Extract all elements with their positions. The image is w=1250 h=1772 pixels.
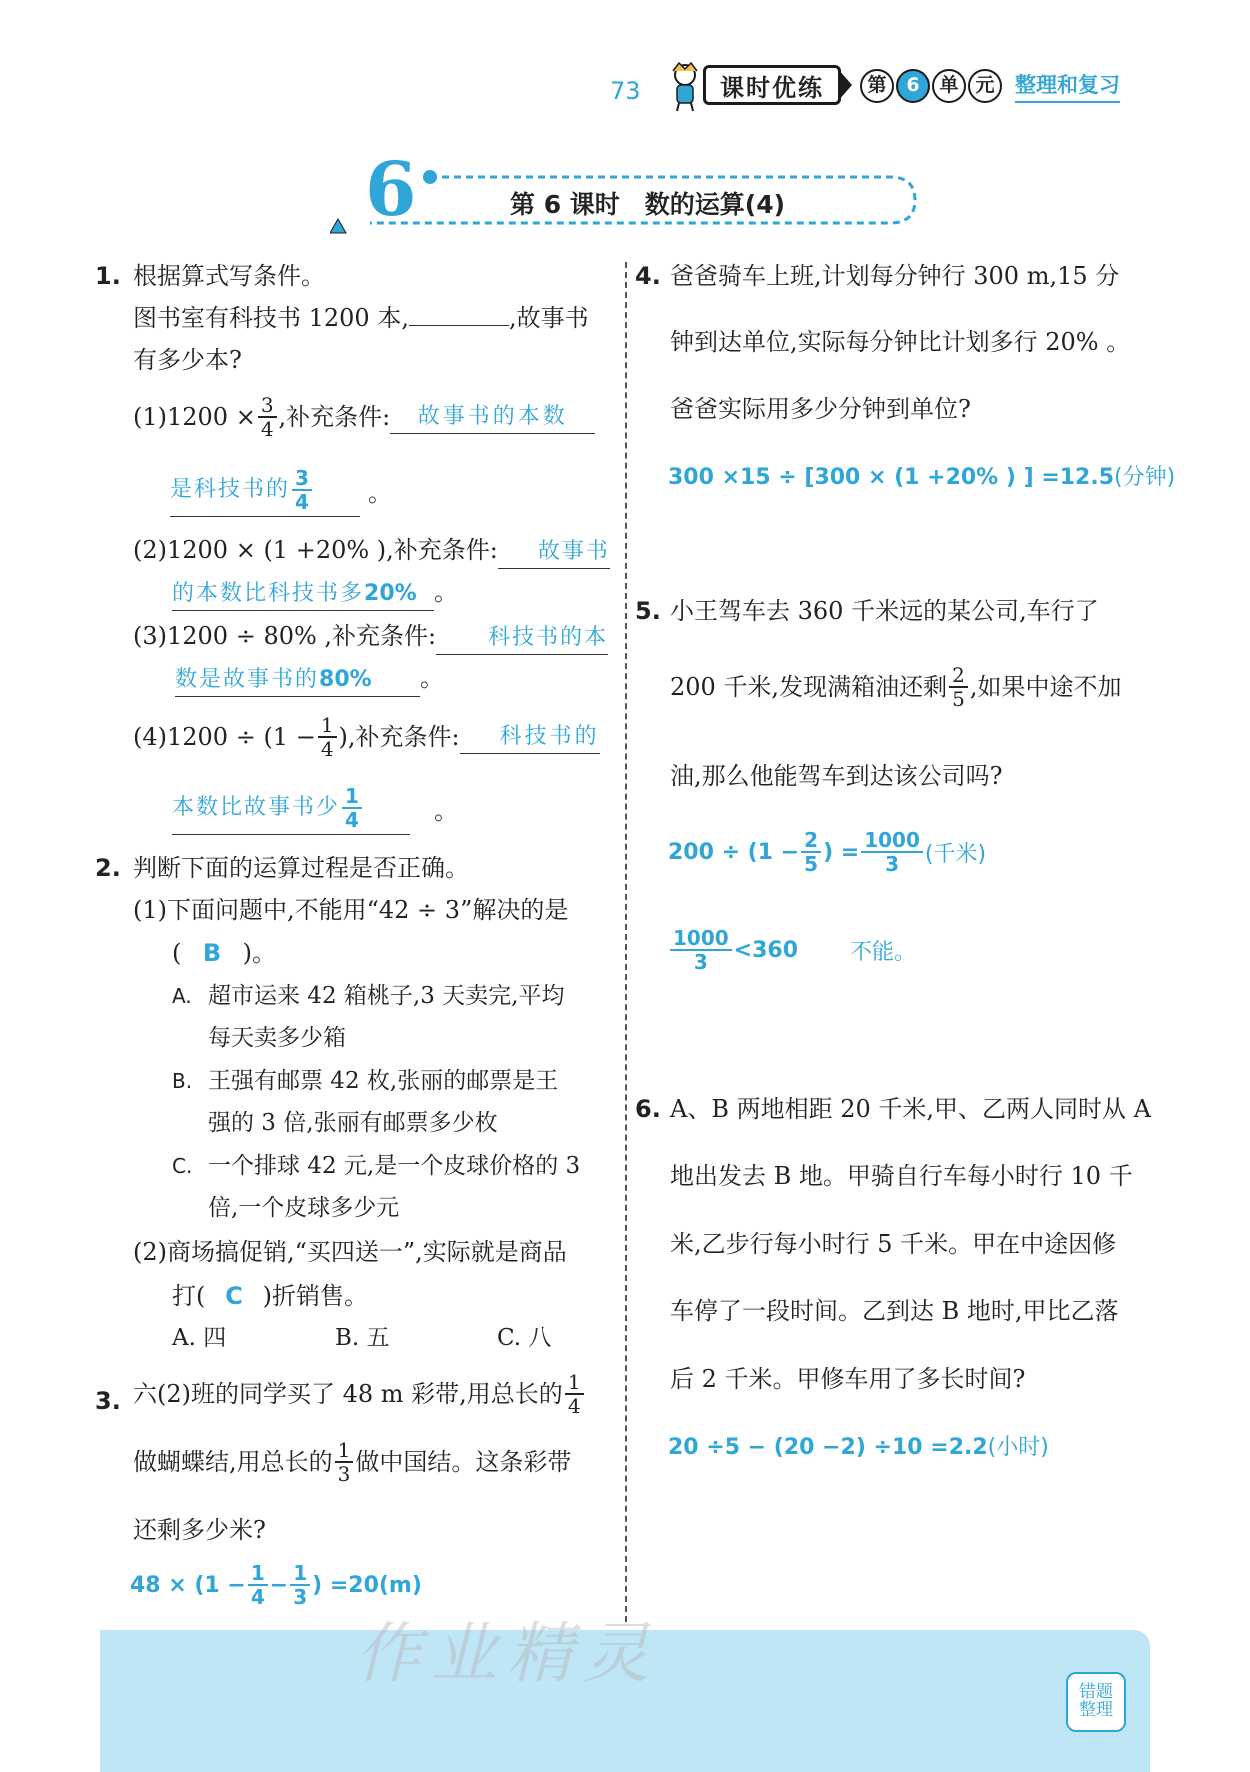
fraction: $\frac{2}{5}$ <box>949 665 968 709</box>
q5-answer2: $\frac{1000}{3}$ <360 不能。 <box>668 928 916 972</box>
q1-line2: 有多少本? <box>133 346 242 374</box>
q6-answer: 20 ÷5 − (20 −2) ÷10 =2.2(小时) <box>668 1435 1049 1460</box>
arrow-right-icon <box>838 69 854 105</box>
banner-big-number: 6 <box>365 147 417 233</box>
q2-s1-answer-row: ( B )。 <box>172 939 277 967</box>
q1-part2: (2)1200 × (1 +20% ),补充条件: 故事书 <box>133 534 610 569</box>
q3-line1: 六(2)班的同学买了 48 m 彩带,用总长的 $\frac{1}{4}$ <box>133 1372 586 1416</box>
column-divider <box>625 262 627 1622</box>
mascot-icon <box>665 61 705 117</box>
q2-num: 2. <box>95 854 121 882</box>
q6-line4: 车停了一段时间。乙到达 B 地时,甲比乙落 <box>670 1297 1119 1325</box>
q2-s2-answer: C <box>225 1282 243 1310</box>
fraction: $\frac{2}{5}$ <box>801 830 821 874</box>
q3-num: 3. <box>95 1387 121 1415</box>
fraction: $\frac{1}{4}$ <box>342 786 362 830</box>
q4-line3: 爸爸实际用多少分钟到单位? <box>670 395 971 423</box>
brand-label: 课时优练 <box>703 65 841 105</box>
watermark: 作业精灵 <box>355 1615 659 1692</box>
q2-s2-optA: A. 四 <box>172 1325 227 1351</box>
q5-num: 5. <box>635 597 661 625</box>
q2-optB-cont: 强的 3 倍,张丽有邮票多少枚 <box>208 1110 498 1136</box>
q1-part1-cont: 是科技书的 $\frac{3}{4}$ 。 <box>170 468 392 517</box>
q1-num: 1. <box>95 262 121 290</box>
q1-prompt: 根据算式写条件。 <box>133 262 325 290</box>
q1-part2-cont: 的本数比科技书多20% 。 <box>172 576 458 611</box>
fraction: $\frac{1000}{3}$ <box>670 928 732 972</box>
q1-part3-cont: 数是故事书的80% 。 <box>175 662 444 697</box>
q6-line2: 地出发去 B 地。甲骑自行车每小时行 10 千 <box>670 1162 1133 1190</box>
q2-s1: (1)下面问题中,不能用“42 ÷ 3”解决的是 <box>133 896 569 924</box>
q2-s2-optC: C. 八 <box>497 1325 552 1351</box>
q6-line5: 后 2 千米。甲修车用了多长时间? <box>670 1365 1026 1393</box>
q2-s2-optB: B. 五 <box>335 1325 390 1351</box>
q1-part3: (3)1200 ÷ 80% ,补充条件: 科技书的本 <box>133 620 608 655</box>
q5-line2: 200 千米,发现满箱油还剩 $\frac{2}{5}$ ,如果中途不加 <box>670 663 1122 711</box>
page-header <box>560 55 1160 115</box>
q2-s1-answer: B <box>202 939 222 967</box>
q5-line3: 油,那么他能驾车到达该公司吗? <box>670 762 1003 790</box>
fraction: $\frac{1}{4}$ <box>318 715 337 759</box>
unit-topic: 整理和复习 <box>1015 69 1120 103</box>
q2-optA: A. 超市运来 42 箱桃子,3 天卖完,平均 <box>172 983 565 1009</box>
q2-prompt: 判断下面的运算过程是否正确。 <box>133 854 469 882</box>
q5-line1: 小王驾车去 360 千米远的某公司,车行了 <box>670 597 1099 625</box>
blank-line <box>409 325 509 326</box>
fraction: $\frac{3}{4}$ <box>292 468 312 512</box>
fraction: $\frac{1}{4}$ <box>248 1563 268 1607</box>
q3-line2: 做蝴蝶结,用总长的 $\frac{1}{3}$ 做中国结。这条彩带 <box>133 1438 572 1486</box>
fraction: $\frac{1}{3}$ <box>335 1440 354 1484</box>
q3-line3: 还剩多少米? <box>133 1516 266 1544</box>
q4-line2: 钟到达单位,实际每分钟比计划多行 20% 。 <box>670 328 1131 356</box>
q1-line1: 图书室有科技书 1200 本, ,故事书 <box>133 304 589 332</box>
q6-line3: 米,乙步行每小时行 5 千米。甲在中途因修 <box>670 1230 1117 1258</box>
lesson-banner <box>330 147 920 235</box>
q3-answer: 48 × (1 − $\frac{1}{4}$ − $\frac{1}{3}$ ) =20(m) <box>130 1561 422 1609</box>
q2-s2: (2)商场搞促销,“买四送一”,实际就是商品 <box>133 1238 567 1266</box>
error-review-badge: 错题 整理 <box>1066 1672 1126 1732</box>
q2-optC-cont: 倍,一个皮球多少元 <box>208 1195 400 1221</box>
q6-num: 6. <box>635 1095 661 1123</box>
q1-part1: (1)1200 × $\frac{3}{4}$ ,补充条件: 故事书的本数 <box>133 395 595 439</box>
page-number: 73 <box>610 77 641 105</box>
q1-part4-cont: 本数比故事书少 $\frac{1}{4}$ 。 <box>172 786 458 835</box>
q1-p1-answer: 故事书的本数 <box>390 401 595 434</box>
q2-optA-cont: 每天卖多少箱 <box>208 1025 346 1051</box>
q4-answer: 300 ×15 ÷ [300 × (1 +20% ) ] =12.5(分钟) <box>668 465 1176 490</box>
unit-number-badge: 6 <box>896 69 930 103</box>
fraction: $\frac{3}{4}$ <box>258 395 277 439</box>
q2-optB: B. 王强有邮票 42 枚,张丽的邮票是王 <box>172 1068 559 1094</box>
fraction: $\frac{1}{4}$ <box>565 1372 584 1416</box>
q4-num: 4. <box>635 262 661 290</box>
q5-answer1: 200 ÷ (1 − $\frac{2}{5}$ ) = $\frac{1000}{3}$ (千米) <box>668 828 987 876</box>
q4-line1: 爸爸骑车上班,计划每分钟行 300 m,15 分 <box>670 262 1120 290</box>
q2-s2-answer-row: 打( C )折销售。 <box>172 1282 369 1310</box>
q6-line1: A、B 两地相距 20 千米,甲、乙两人同时从 A <box>670 1095 1151 1123</box>
fraction: $\frac{1}{3}$ <box>290 1563 310 1607</box>
q1-part4: (4)1200 ÷ (1 − $\frac{1}{4}$ ),补充条件: 科技书的 <box>133 713 600 761</box>
unit-label: 第 6 单 元 <box>860 69 1002 103</box>
lesson-title: 第 6 课时 数的运算(4) <box>510 190 786 219</box>
q2-optC: C. 一个排球 42 元,是一个皮球价格的 3 <box>172 1153 581 1179</box>
fraction: $\frac{1000}{3}$ <box>861 830 923 874</box>
